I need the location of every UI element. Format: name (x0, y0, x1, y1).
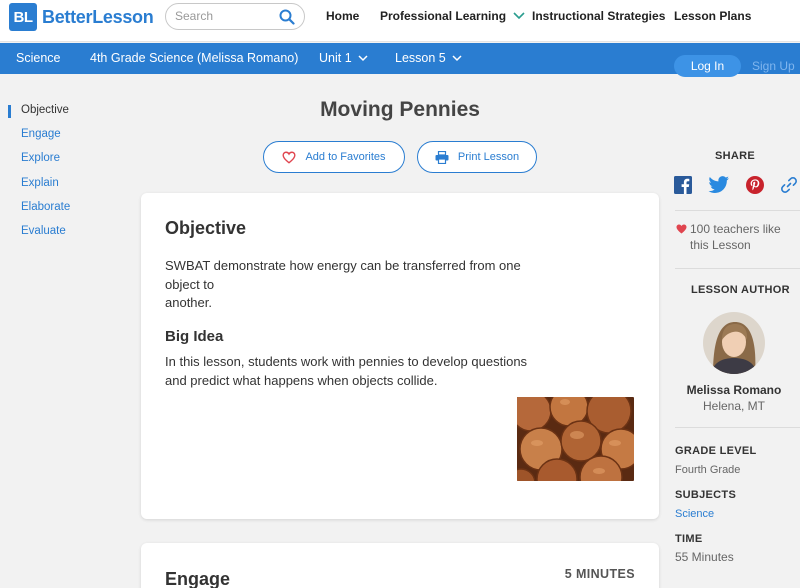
logo-text: BetterLesson (42, 6, 154, 27)
likes-text-line-2: this Lesson (690, 238, 751, 252)
big-idea-text-line-2: and predict what happens when objects collide. (165, 373, 438, 388)
subjects-value[interactable]: Science (675, 508, 715, 520)
big-idea-heading: Big Idea (165, 328, 224, 345)
twitter-icon[interactable] (708, 176, 730, 199)
heart-icon (676, 224, 687, 234)
logo-badge: BL (9, 3, 37, 31)
sidebar-divider (675, 210, 800, 211)
chevron-down-icon (452, 55, 462, 62)
printer-icon (435, 151, 449, 164)
share-label: SHARE (715, 150, 756, 162)
nav-professional-learning-label: Professional Learning (380, 9, 507, 23)
breadcrumb-lesson-label: Lesson 5 (395, 51, 446, 65)
facebook-icon[interactable] (674, 176, 692, 199)
nav-home[interactable]: Home (326, 9, 360, 23)
breadcrumb-unit-label: Unit 1 (319, 51, 352, 65)
search-box (165, 3, 305, 30)
section-nav-evaluate[interactable]: Evaluate (21, 224, 66, 237)
grade-level-value: Fourth Grade (675, 464, 741, 476)
section-nav-explain[interactable]: Explain (21, 176, 59, 189)
heart-outline-icon (282, 151, 296, 164)
objective-text-line-2: object to (165, 277, 215, 292)
author-avatar[interactable] (703, 312, 765, 374)
lesson-title: Moving Pennies (320, 98, 480, 121)
objective-text-line-3: another. (165, 295, 212, 310)
engage-duration: 5 MINUTES (564, 567, 635, 581)
likes-text-line-1: 100 teachers like (690, 222, 781, 236)
print-lesson-button[interactable] (417, 141, 537, 173)
betterlesson-logo[interactable] (9, 3, 153, 31)
link-icon[interactable] (780, 176, 798, 199)
objective-text-line-1: SWBAT demonstrate how energy can be transferred from one (165, 258, 521, 273)
engage-card (141, 543, 659, 588)
breadcrumb-course[interactable]: 4th Grade Science (Melissa Romano) (90, 51, 299, 65)
top-navbar (0, 0, 800, 42)
section-nav-engage[interactable]: Engage (21, 128, 61, 141)
nav-professional-learning[interactable] (380, 9, 525, 23)
nav-lesson-plans[interactable]: Lesson Plans (674, 9, 752, 23)
author-name[interactable]: Melissa Romano (686, 383, 782, 397)
share-icons (674, 176, 800, 199)
pennies-image (517, 397, 634, 481)
chevron-down-icon (358, 55, 368, 62)
section-nav-explore[interactable]: Explore (21, 152, 60, 165)
breadcrumb-unit[interactable] (319, 51, 368, 65)
big-idea-text-line-1: In this lesson, students work with pennies to develop questions (165, 354, 528, 369)
sidebar-divider (675, 427, 800, 428)
grade-level-label: GRADE LEVEL (675, 445, 757, 457)
time-value: 55 Minutes (675, 550, 734, 564)
breadcrumb-subject[interactable]: Science (16, 51, 61, 65)
section-nav-objective[interactable]: Objective (8, 104, 70, 128)
search-icon[interactable] (279, 9, 295, 25)
section-nav-elaborate[interactable]: Elaborate (21, 200, 71, 213)
signup-link[interactable]: Sign Up (752, 59, 795, 73)
objective-heading: Objective (165, 218, 247, 238)
add-to-favorites-button[interactable] (263, 141, 405, 173)
engage-heading: Engage (165, 569, 231, 588)
print-lesson-label: Print Lesson (457, 151, 520, 163)
time-label: TIME (675, 533, 703, 545)
lesson-author-label: LESSON AUTHOR (691, 284, 790, 296)
nav-instructional-strategies[interactable]: Instructional Strategies (532, 9, 666, 23)
breadcrumb-lesson[interactable] (395, 51, 462, 65)
objective-card (141, 193, 659, 519)
section-nav (8, 104, 70, 249)
author-location: Helena, MT (702, 399, 766, 413)
sidebar-divider (675, 268, 800, 269)
pinterest-icon[interactable] (746, 176, 764, 199)
add-to-favorites-label: Add to Favorites (305, 151, 386, 163)
chevron-down-icon (513, 12, 525, 20)
login-button[interactable]: Log In (674, 55, 741, 77)
subjects-label: SUBJECTS (675, 489, 737, 501)
search-input[interactable] (175, 9, 275, 23)
